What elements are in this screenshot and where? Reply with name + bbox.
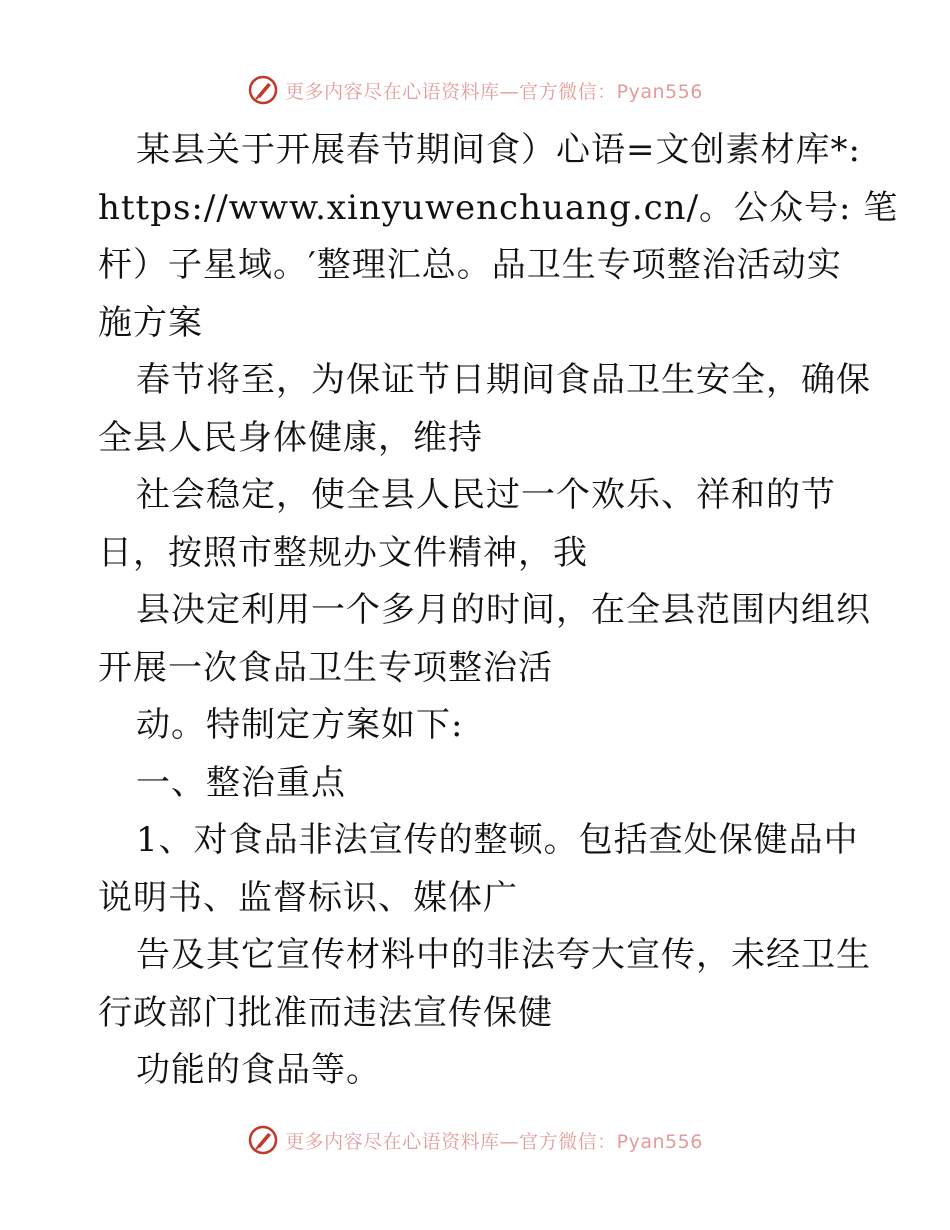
text-line: 功能的食品等。 bbox=[136, 1050, 381, 1090]
quill-seal-logo-icon bbox=[247, 1124, 279, 1156]
footer-banner-text: 更多内容尽在心语资料库—官方微信：Pyan556 bbox=[285, 1130, 703, 1153]
document-body bbox=[98, 122, 899, 1100]
header-banner bbox=[0, 70, 950, 110]
header-banner-text: 更多内容尽在心语资料库—官方微信：Pyan556 bbox=[285, 80, 703, 103]
text-line: 某县关于开展春节期间食）心语=文创素材库*: bbox=[136, 130, 861, 170]
text-line: https://www.xinyuwenchuang.cn/。公众号: 笔 bbox=[98, 187, 899, 228]
text-line: 动。特制定方案如下: bbox=[136, 705, 464, 745]
text-line: 春节将至，为保证节日期间食品卫生安全，确保 bbox=[136, 360, 871, 400]
footer-banner bbox=[0, 1120, 950, 1160]
text-line: 县决定利用一个多月的时间，在全县范围内组织 bbox=[136, 590, 871, 630]
section-heading: 一、整治重点 bbox=[136, 762, 346, 803]
text-line: 全县人民身体健康，维持 bbox=[98, 417, 483, 458]
text-line: 日，按照市整规办文件精神，我 bbox=[98, 532, 588, 573]
text-line: 杆）子星域。′整理汇总。品卫生专项整治活动实 bbox=[98, 245, 842, 285]
text-line: 施方案 bbox=[98, 302, 203, 343]
text-line: 开展一次食品卫生专项整治活 bbox=[98, 647, 553, 688]
text-line: 1、对食品非法宣传的整顿。包括查处保健品中 bbox=[136, 820, 859, 860]
text-line: 告及其它宣传材料中的非法夸大宣传，未经卫生 bbox=[136, 935, 871, 975]
quill-seal-logo-icon bbox=[247, 74, 279, 106]
text-line: 社会稳定，使全县人民过一个欢乐、祥和的节 bbox=[136, 475, 836, 515]
text-line: 行政部门批准而违法宣传保健 bbox=[98, 992, 553, 1033]
text-line: 说明书、监督标识、媒体广 bbox=[98, 877, 518, 918]
